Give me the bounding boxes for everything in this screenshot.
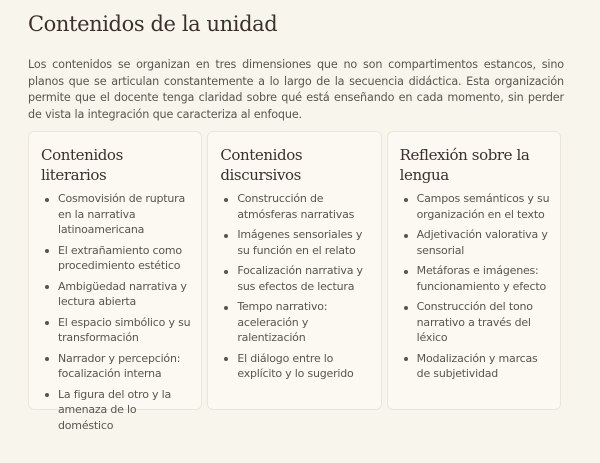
list-item: Adjetivación valorativa y sensorial	[400, 227, 550, 258]
page-title: Contenidos de la unidad	[28, 12, 278, 36]
card-title: Reflexión sobre la lengua	[399, 146, 530, 184]
list-item: Ambigüedad narrativa y lectura abierta	[41, 279, 191, 310]
list-item: Narrador y percepción: focalización interna	[41, 351, 191, 382]
content-list	[41, 191, 191, 433]
card-title: Contenidos discursivos	[220, 146, 303, 184]
list-item: Metáforas e imágenes: funcionamiento y efecto	[400, 263, 550, 294]
content-list	[220, 191, 370, 382]
card-title: Contenidos literarios	[41, 146, 123, 184]
card-language-reflection	[387, 131, 561, 410]
content-columns	[28, 131, 561, 432]
list-item: Tempo narrativo: aceleración y ralentización	[220, 299, 370, 346]
list-item: Cosmovisión de ruptura en la narrativa latinoamericana	[41, 191, 191, 238]
list-item: El extrañamiento como procedimiento estético	[41, 243, 191, 274]
list-item: Focalización narrativa y sus efectos de lectura	[220, 263, 370, 294]
content-list	[400, 191, 550, 382]
list-item: La figura del otro y la amenaza de lo doméstico	[41, 387, 191, 434]
list-item: El espacio simbólico y su transformación	[41, 315, 191, 346]
list-item: Modalización y marcas de subjetividad	[400, 351, 550, 382]
list-item: El diálogo entre lo explícito y lo sugerido	[220, 351, 370, 382]
card-discursive-contents	[207, 131, 381, 410]
list-item: Construcción del tono narrativo a través del léxico	[400, 299, 550, 346]
intro-paragraph: Los contenidos se organizan en tres dimensiones que no son compartimentos estancos, sino planos que se articulan constantemente a lo largo de la secuencia didáctica. Esta organización permite que el docente tenga claridad sobre qué está enseñando en cada momento, sin perder de vista la integración que caracteriza al enfoque.	[28, 58, 564, 121]
list-item: Campos semánticos y su organización en el texto	[400, 191, 550, 222]
list-item: Construcción de atmósferas narrativas	[220, 191, 370, 222]
list-item: Imágenes sensoriales y su función en el relato	[220, 227, 370, 258]
card-literary-contents	[28, 131, 202, 432]
